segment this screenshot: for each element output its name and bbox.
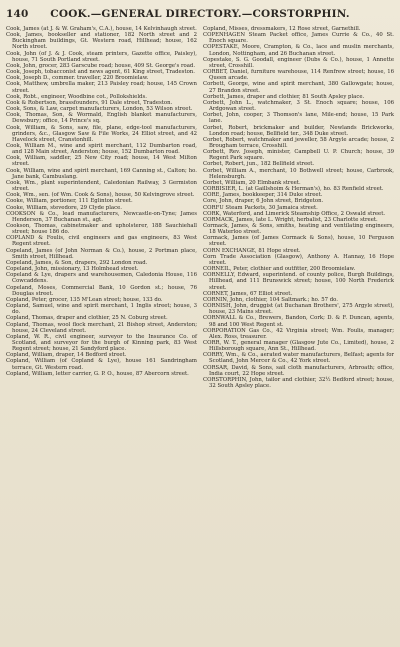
directory-entry: Cook, Wm., sen. (of Wm. Cook & Sons), house, 50 Kelvingrove street. — [6, 192, 195, 199]
directory-entry: Copland, Peter, grocer, 135 M'Lean street; house, 133 do. — [6, 296, 163, 303]
right-column — [203, 26, 394, 389]
directory-entry: Copeland, John, missionary, 13 Holmhead street. — [6, 266, 139, 273]
directory-entry: CORBET, Daniel, furniture warehouse, 114 Renfrew street; house, 16 Queen arcade. — [203, 69, 394, 82]
directory-entry: Cooke, William, stevedore, 29 Clyde place. — [6, 204, 122, 211]
page-title: COOK.—GENERAL DIRECTORY.—CORSTORPHIN. — [50, 8, 350, 20]
directory-entry: Corbet, Robert, jun., 182 Bellfield street. — [203, 161, 315, 168]
directory-entry: Cook & Robertson, brassfounders, 91 Dale street, Tradeston. — [6, 99, 173, 106]
directory-entry: Cook, William M., wine and spirit merchant, 112 Dumbarton road, and 128 Main street, Anderston; house, 152 Dumbarton road. — [6, 142, 197, 156]
directory-entry: Copeland, James (of John Norman & Co.), house, 2 Portman place, Smith street, Hillhead. — [6, 247, 197, 260]
directory-entry: COPESTAKE, Moore, Crampton, & Co., lace and muslin merchants, London, Nottingham, and 26 Buchanan street. — [203, 44, 394, 57]
directory-entry: Copland, W. R., civil engineer, surveyor to the Insurance Co. of Scotland, and surveyor for the burgh of Kinning park, 83 West Regent street; house, 21 Sandyford place. — [6, 333, 197, 353]
directory-entry: Corbett, James, draper and clothier, 81 South Apsley place. — [203, 93, 365, 100]
directory-entry: Cook, Thomas, Son, & Wormald, English blanket manufacturers, Dewsbury; office, 14 Prince's sq. — [6, 112, 197, 125]
directory-entry: Cook, Joseph, tobacconist and news agent, 61 King street, Tradeston. — [6, 69, 195, 76]
directory-entry: Cormack, James, & Sons, smiths, heating and ventilating engineers, 18 Waterloo street. — [203, 223, 394, 236]
directory-entry: CORMACK, James, late L. Wright, herbalist, 23 Charlotte street. — [203, 216, 378, 223]
directory-entry: Copeland & Lye, drapers and warehousemen, Caledonia House, 116 Cowcaddens. — [6, 272, 197, 285]
directory-entry: CORE, James, bookkeeper, 314 Duke street. — [203, 192, 323, 199]
directory-entry: Cook, William, wine and spirit merchant, 169 Canning st., Calton; ho. Jane bank, Cambuslang. — [6, 167, 197, 180]
directory-entry: CORN EXCHANGE, 81 Hope street. — [203, 247, 301, 254]
directory-entry: Cook, William, saddler, 25 New City road; house, 14 West Milton street. — [6, 155, 197, 168]
directory-entry: Cook, John, grocer, 283 Garscube road; house, 409 St. George's road. — [6, 62, 196, 69]
directory-entry: Corbet, John, cooper, 3 Thomson's lane, Mile-end; house, 15 Park lane. — [203, 112, 394, 125]
directory-entry: CORPORATION Gas Co., 42 Virginia street; Wm. Foulis, manager; Alex. Ross, treasurer. — [203, 327, 394, 340]
directory-entry: Cook, Matthew, umbrella maker, 213 Paisley road; house, 145 Crown street. — [6, 81, 197, 94]
directory-entry: Copestake, S. G. Goodall, engineer (Dubs & Co.), house, 1 Annette street, Crosshill. — [203, 56, 394, 69]
directory-entry: Corbett, George, wine and spirit merchant, 380 Gallowgate; house, 27 Brandon street. — [203, 81, 394, 94]
directory-entry: Copeland, James, & Son, drapers, 292 London road. — [6, 259, 148, 266]
directory-entry: Copeland, Moses, Commercial Bank, 10 Gordon st.; house, 76 Douglas street. — [6, 284, 197, 297]
directory-entry: Copland, Thomas, wool flock merchant, 21 Bishop street, Anderston; house, 24 Cleveland street. — [6, 321, 197, 334]
directory-entry: Core, John, draper, 6 John street, Bridgeton. — [203, 198, 324, 205]
directory-entry: CORR, W. T., general manager (Glasgow Jute Co., Limited), house, 2 Hillsborough square, Ann St., Hillhead. — [203, 339, 394, 353]
directory-entry: COOKSON & Co., lead manufacturers, Newcastle-on-Tyne; James Henderson, 37 Buchanan st., agt. — [6, 210, 197, 223]
directory-entry: Cook, Sons, & Law, carpet manufacturers, London, 53 Wilson street. — [6, 106, 193, 113]
directory-entry: Corn Trade Association (Glasgow), Anthony A. Hannay, 16 Hope street. — [203, 253, 394, 266]
directory-columns — [6, 26, 394, 389]
directory-entry: CORNWALL & Co., Brewers, Bandon, Cork; D. & F. Duncan, agents, 98 and 100 West Regent st. — [203, 315, 394, 328]
directory-entry: Cook, Joseph D., commer. traveller, 220 Broomielaw. — [6, 75, 149, 82]
directory-entry: Copland, Misses, dressmakers, 12 Rose street, Garnethill. — [203, 26, 361, 32]
directory-entry: Cook, John (of J. & J. Cook, steam printers, Gazette office, Paisley), house, 71 South Portland street. — [6, 50, 197, 63]
directory-entry: CORNISH, John, druggist (at Buchanan Brothers', 275 Argyle street), house, 23 Mains street. — [203, 303, 394, 316]
directory-entry: Corbett, Rev. Joseph, minister, Campbell U. P. Church; house, 39 Regent Park square. — [203, 149, 394, 162]
directory-entry: Corbet, William A., merchant, 10 Bothwell street; house, Carbrook, Helensburgh. — [203, 167, 394, 180]
directory-entry: CORSAR, David, & Sons, sail cloth manufacturers, Arbroath; office, India court, 22 Hope street. — [203, 364, 394, 377]
directory-entry: COPENHAGEN Steam Packet office, James Currie & Co., 40 St. Enoch square. — [203, 32, 394, 45]
directory-entry: CORBISIER, L. (at Gaillshoim & Herman's), ho. 83 Renfield street. — [203, 186, 384, 193]
directory-entry: CORNIN, John, clothier, 104 Saltmark.; ho. 57 do. — [203, 296, 338, 303]
running-head — [6, 6, 394, 24]
directory-entry: COPLAND & Foulis, civil engineers and gas engineers, 83 West Regent street. — [6, 235, 197, 248]
directory-entry: Copland, Samuel, wine and spirit merchant, 1 Inglis street; house, 3 do. — [6, 303, 197, 316]
directory-entry: Cookson, Thomas, cabinetmaker and upholsterer, 188 Sauchiehall street; house 186 do. — [6, 223, 197, 236]
left-column — [6, 26, 197, 389]
directory-entry: Corbet, Robert, watchmaker and jeweller, 58 Argyle arcade; house, 2 Brougham terrace, Crosshill. — [203, 136, 394, 149]
directory-entry: CORNET, James, 67 Elliot street. — [203, 290, 293, 297]
directory-entry: CORFU Steam Packets, 30 Jamaica street. — [203, 204, 318, 211]
directory-entry: Corbet, William, 20 Elmbank street. — [203, 179, 301, 186]
directory-entry: Cook, Wm., plant superintendent, Caledonian Railway, 3 Germiston street. — [6, 179, 197, 193]
page-number: 140 — [6, 8, 29, 20]
directory-entry: Corbett, John L., watchmaker, 3 St. Enoch square; house, 106 Ardgowan street. — [203, 99, 394, 113]
directory-entry: CORRY, Wm., & Co., aerated water manufacturers, Belfast; agents for Scotland, John Mercer & Co., 42 York street. — [203, 352, 394, 365]
directory-entry: Copland, Thomas, draper and clothier, 25 N. Coburg street. — [6, 315, 168, 322]
directory-entry: Cook, James, bookseller and stationer, 182 North street and 2 Buckingham buildings, Gt. Western road, Hillhead; house, 162 North street. — [6, 32, 197, 51]
directory-entry: CORK, Waterford, and Limerick Steamship Office, 2 Oswald street. — [203, 210, 386, 217]
directory-entry: CORNEIL, Peter, clothier and outfitter, 200 Broomielaw. — [203, 266, 356, 273]
directory-entry: Cook, Robt., engineer, Woodbine cot., Pollokshields. — [6, 93, 147, 100]
directory-entry: Copland, William, draper, 14 Bedford street. — [6, 352, 127, 359]
directory-entry: CORSTORPHIN, John, tailor and clothier, 32½ Bedford street; house, 32 South Apsley place. — [203, 376, 394, 390]
directory-entry: Copland, William, letter carrier, G. P. O., house, 87 Abercorn street. — [6, 370, 189, 377]
directory-entry: Cook, William, & Sons, saw, file, plane, edge-tool manufacturers, grinders, &c., Glasgow Saw & File Works, 24 Elliot street, and 42 Havelock street, Cranstonhill. — [6, 124, 197, 143]
directory-entry: Cormack, James (of James Cormack & Sons), house, 10 Ferguson street. — [203, 235, 394, 248]
directory-entry: Cooke, William, portioner, 111 Eglinton street. — [6, 198, 133, 205]
directory-entry: Corbet, Robert, brickmaker and builder, Newlands Brickworks, London road; house, Bellfield ter., 348 Duke street. — [203, 124, 394, 137]
directory-entry: Copland, William (of Copland & Lye), house 161 Sandringham terrace, Gt. Western road. — [6, 358, 197, 371]
directory-entry: CORNELLY, Edward, superintend. of county police, Burgh Buildings, Hillhead, and 111 Brunswick street; house, 100 North Frederick street. — [203, 272, 394, 291]
directory-entry: Cook, James (at J. & W. Graham's, C.A.), house, 14 Kelvinhaugh street. — [6, 26, 197, 32]
